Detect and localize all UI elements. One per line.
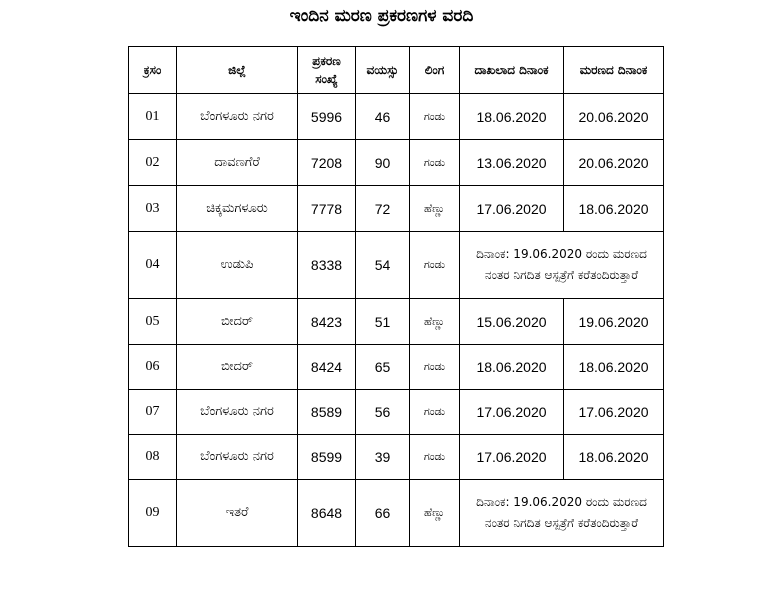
district-cell: ಬೆಂಗಳೂರು ನಗರ xyxy=(177,435,298,480)
page-title: ಇಂದಿನ ಮರಣ ಪ್ರಕರಣಗಳ ವರದಿ xyxy=(289,6,474,26)
case-no-cell: 7208 xyxy=(298,140,356,186)
table-row xyxy=(129,186,664,232)
district-cell: ಉಡುಪಿ xyxy=(177,232,298,299)
gender-cell: ಗಂಡು xyxy=(410,140,460,186)
age-cell: 66 xyxy=(356,480,410,547)
death-note-cell: ದಿನಾಂಕ: 19.06.2020 ರಂದು ಮರಣದ ನಂತರ ನಿಗದಿತ ಆಸ್ಪತ್ರೆಗೆ ಕರೆತಂದಿರುತ್ತಾರೆ xyxy=(460,480,664,547)
death-date-cell: 20.06.2020 xyxy=(564,94,664,140)
age-cell: 90 xyxy=(356,140,410,186)
district-cell: ಚಿಕ್ಕಮಗಳೂರು xyxy=(177,186,298,232)
sl-cell: 02 xyxy=(129,140,177,186)
case-no-cell: 8423 xyxy=(298,299,356,345)
age-cell: 72 xyxy=(356,186,410,232)
district-cell: ದಾವಣಗೆರೆ xyxy=(177,140,298,186)
case-no-cell: 8338 xyxy=(298,232,356,299)
col-header-district: ಜಿಲ್ಲೆ xyxy=(177,47,298,94)
col-header-age: ವಯಸ್ಸು xyxy=(356,47,410,94)
district-cell: ಇತರೆ xyxy=(177,480,298,547)
death-cases-table xyxy=(128,46,664,547)
death-date-cell: 18.06.2020 xyxy=(564,435,664,480)
gender-cell: ಗಂಡು xyxy=(410,435,460,480)
table-row xyxy=(129,435,664,480)
sl-cell: 05 xyxy=(129,299,177,345)
death-date-cell: 18.06.2020 xyxy=(564,345,664,390)
col-header-death: ಮರಣದ ದಿನಾಂಕ xyxy=(564,47,664,94)
admitted-date-cell: 15.06.2020 xyxy=(460,299,564,345)
admitted-date-cell: 13.06.2020 xyxy=(460,140,564,186)
district-cell: ಬೀದರ್ xyxy=(177,345,298,390)
sl-cell: 04 xyxy=(129,232,177,299)
gender-cell: ಗಂಡು xyxy=(410,232,460,299)
admitted-date-cell: 18.06.2020 xyxy=(460,345,564,390)
admitted-date-cell: 17.06.2020 xyxy=(460,435,564,480)
gender-cell: ಗಂಡು xyxy=(410,345,460,390)
case-no-cell: 8648 xyxy=(298,480,356,547)
table-header-row xyxy=(129,47,664,94)
table-row xyxy=(129,480,664,547)
sl-cell: 09 xyxy=(129,480,177,547)
table-row xyxy=(129,345,664,390)
district-cell: ಬೆಂಗಳೂರು ನಗರ xyxy=(177,390,298,435)
age-cell: 56 xyxy=(356,390,410,435)
death-date-cell: 17.06.2020 xyxy=(564,390,664,435)
case-no-cell: 8589 xyxy=(298,390,356,435)
death-note-cell: ದಿನಾಂಕ: 19.06.2020 ರಂದು ಮರಣದ ನಂತರ ನಿಗದಿತ ಆಸ್ಪತ್ರೆಗೆ ಕರೆತಂದಿರುತ್ತಾರೆ xyxy=(460,232,664,299)
sl-cell: 08 xyxy=(129,435,177,480)
case-no-cell: 8599 xyxy=(298,435,356,480)
table-row xyxy=(129,140,664,186)
death-date-cell: 20.06.2020 xyxy=(564,140,664,186)
age-cell: 46 xyxy=(356,94,410,140)
table-row xyxy=(129,299,664,345)
age-cell: 54 xyxy=(356,232,410,299)
col-header-sl: ಕ್ರಸಂ xyxy=(129,47,177,94)
age-cell: 65 xyxy=(356,345,410,390)
sl-cell: 07 xyxy=(129,390,177,435)
admitted-date-cell: 18.06.2020 xyxy=(460,94,564,140)
admitted-date-cell: 17.06.2020 xyxy=(460,390,564,435)
gender-cell: ಹೆಣ್ಣು xyxy=(410,186,460,232)
col-header-case-no: ಪ್ರಕರಣ ಸಂಖ್ಯೆ xyxy=(298,47,356,94)
gender-cell: ಹೆಣ್ಣು xyxy=(410,480,460,547)
col-header-admitted: ದಾಖಲಾದ ದಿನಾಂಕ xyxy=(460,47,564,94)
sl-cell: 01 xyxy=(129,94,177,140)
death-date-cell: 18.06.2020 xyxy=(564,186,664,232)
case-no-cell: 7778 xyxy=(298,186,356,232)
case-no-cell: 8424 xyxy=(298,345,356,390)
admitted-date-cell: 17.06.2020 xyxy=(460,186,564,232)
death-date-cell: 19.06.2020 xyxy=(564,299,664,345)
gender-cell: ಗಂಡು xyxy=(410,390,460,435)
district-cell: ಬೀದರ್ xyxy=(177,299,298,345)
table-row xyxy=(129,390,664,435)
district-cell: ಬೆಂಗಳೂರು ನಗರ xyxy=(177,94,298,140)
age-cell: 39 xyxy=(356,435,410,480)
table-row xyxy=(129,232,664,299)
sl-cell: 06 xyxy=(129,345,177,390)
gender-cell: ಹೆಣ್ಣು xyxy=(410,299,460,345)
gender-cell: ಗಂಡು xyxy=(410,94,460,140)
col-header-gender: ಲಿಂಗ xyxy=(410,47,460,94)
sl-cell: 03 xyxy=(129,186,177,232)
case-no-cell: 5996 xyxy=(298,94,356,140)
age-cell: 51 xyxy=(356,299,410,345)
table-row xyxy=(129,94,664,140)
